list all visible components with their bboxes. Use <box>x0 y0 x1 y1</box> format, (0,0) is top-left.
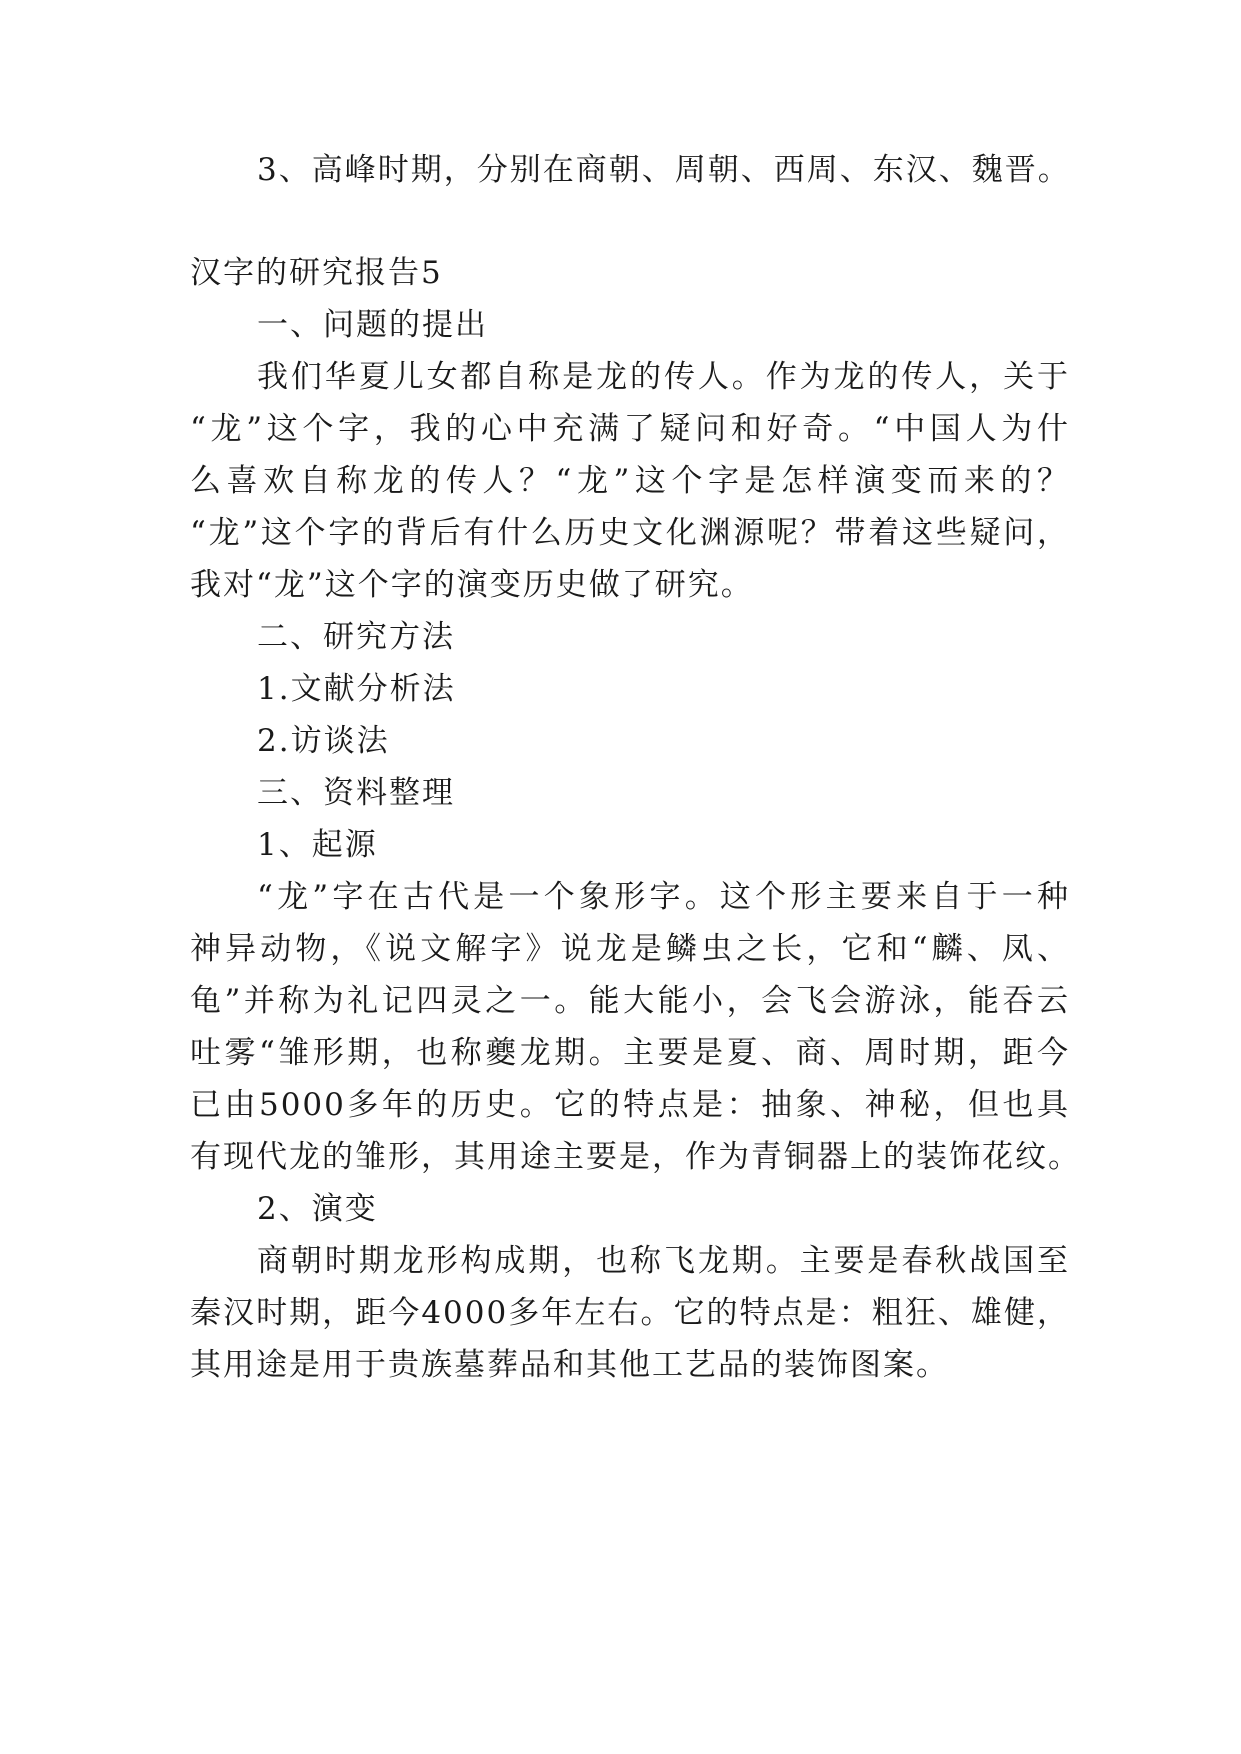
evolution-para-line: 其用途是用于贵族墓葬品和其他工艺品的装饰图案。 <box>190 1347 949 1383</box>
origin-para-line: “龙”字在古代是一个象形字。这个形主要来自于一种 <box>257 879 1070 915</box>
section1-para-line: 么喜欢自称龙的传人？“龙”这个字是怎样演变而来的？ <box>190 463 1070 499</box>
section1-para-line: “龙”这个字的背后有什么历史文化渊源呢？带着这些疑问， <box>190 515 1070 551</box>
evolution-heading: 2、演变 <box>257 1191 378 1227</box>
section1-para-line: “龙”这个字，我的心中充满了疑问和好奇。“中国人为什 <box>190 411 1070 447</box>
method-item: 1.文献分析法 <box>257 671 456 707</box>
section2-heading: 二、研究方法 <box>257 619 455 655</box>
origin-para-line: 神异动物，《说文解字》说龙是鳞虫之长，它和“麟、凤、 <box>190 931 1070 967</box>
section1-para-line: 我们华夏儿女都自称是龙的传人。作为龙的传人，关于 <box>257 359 1070 395</box>
evolution-para-line: 秦汉时期，距今4000多年左右。它的特点是：粗狂、雄健， <box>190 1295 1070 1331</box>
origin-para-line: 已由5000多年的历史。它的特点是：抽象、神秘，但也具 <box>190 1087 1070 1123</box>
origin-para-line: 龟”并称为礼记四灵之一。能大能小，会飞会游泳，能吞云 <box>190 983 1070 1019</box>
section3-heading: 三、资料整理 <box>257 775 455 811</box>
intro-line: 3、高峰时期，分别在商朝、周朝、西周、东汉、魏晋。 <box>257 152 1071 188</box>
section1-para-line: 我对“龙”这个字的演变历史做了研究。 <box>190 567 754 603</box>
origin-para-line: 吐雾“雏形期，也称夔龙期。主要是夏、商、周时期，距今 <box>190 1035 1070 1071</box>
origin-para-line: 有现代龙的雏形，其用途主要是，作为青铜器上的装饰花纹。 <box>190 1139 1081 1175</box>
evolution-para-line: 商朝时期龙形构成期，也称飞龙期。主要是春秋战国至 <box>257 1243 1070 1279</box>
section1-heading: 一、问题的提出 <box>257 307 488 343</box>
origin-heading: 1、起源 <box>257 827 378 863</box>
report-title: 汉字的研究报告5 <box>190 255 443 291</box>
method-item: 2.访谈法 <box>257 723 390 759</box>
